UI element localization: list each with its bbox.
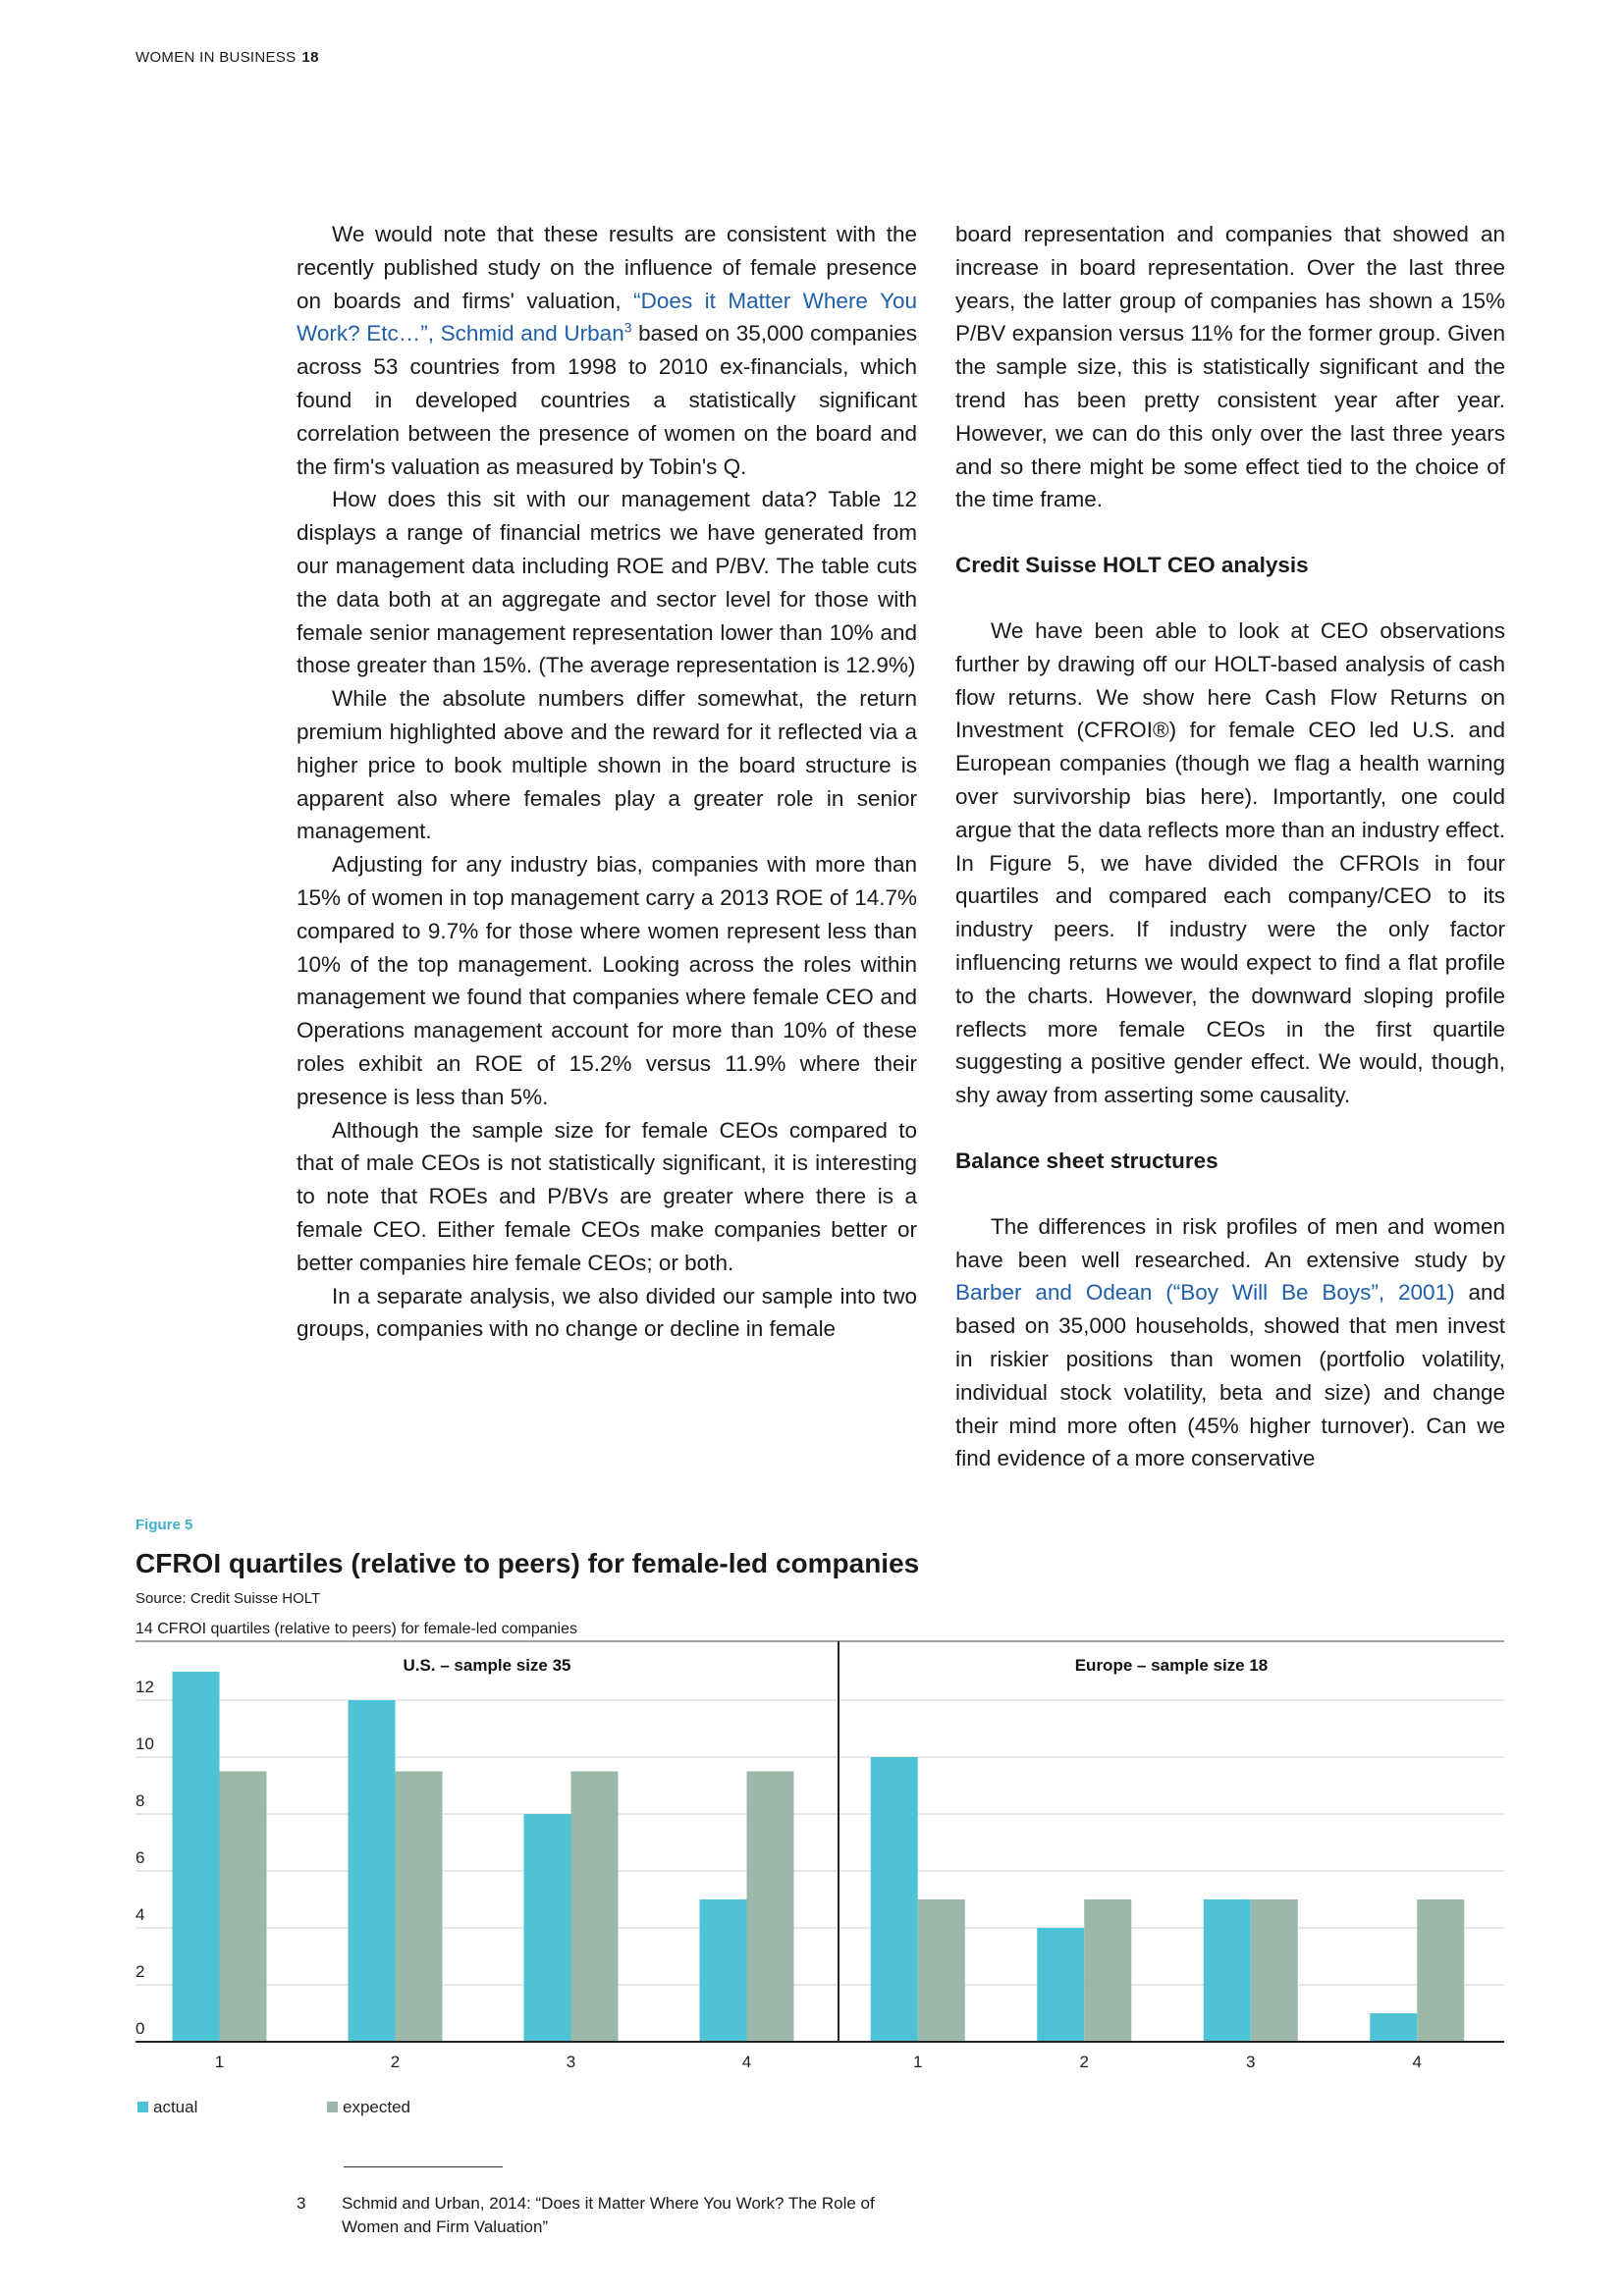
legend-label-actual: actual [153, 2098, 198, 2116]
x-tick-label: 2 [1079, 2053, 1089, 2071]
paragraph: In a separate analysis, we also divided our sample into two groups, companies with no change or decline in female [297, 1283, 917, 1342]
bar-actual [524, 1814, 571, 2042]
section-heading: Credit Suisse HOLT CEO analysis [955, 553, 1309, 578]
paragraph: We have been able to look at CEO observations further by drawing off our HOLT-based analysis of cash flow returns. We show here Cash Flow Returns on Investment (CFROI®) for female CEO led U.S. and European companies (though we flag a health warning over survivorship bias here). Importantly, one could argue that the data reflects more than an industry effect. In Figure 5, we have divided the CFROIs in four quartiles and compared each company/CEO to its industry peers. If industry were the only factor influencing returns we would expect to find a flat profile to the charts. However, the downward sloping profile reflects more female CEOs in the first quartile suggesting a positive gender effect. We would, though, shy away from asserting some causality. [955, 617, 1505, 1108]
x-tick-label: 4 [741, 2053, 752, 2071]
y-tick-label: 2 [135, 1962, 145, 1981]
citation-link-barber-odean[interactable]: Barber and Odean (“Boy Will Be Boys”, 2001) [955, 1280, 1455, 1306]
figure-title: CFROI quartiles (relative to peers) for female-led companies [135, 1548, 920, 1578]
y-tick-label: 12 [135, 1678, 154, 1696]
bar-actual [700, 1899, 747, 2042]
bar-expected [220, 1772, 267, 2043]
page-number: 18 [301, 49, 319, 66]
bar-expected [1417, 1899, 1464, 2042]
footnote-number: 3 [297, 2194, 306, 2213]
citation-link-schmid-urban[interactable]: “Does it Matter Where You Work? Etc…”, Schmid and Urban [297, 288, 917, 347]
legend-label-expected: expected [343, 2098, 410, 2116]
figure-label: Figure 5 [135, 1517, 193, 1533]
bar-expected [571, 1772, 619, 2043]
panel-title: Europe – sample size 18 [1074, 1656, 1269, 1675]
figure-subtitle: 14 CFROI quartiles (relative to peers) for female-led companies [135, 1621, 577, 1637]
bar-actual [349, 1700, 396, 2042]
paragraph-text: and based on 35,000 households, showed that men invest in riskier positions than women (portfolio volatility, individual stock volatility, beta and size) and change their mind more often (45% higher turnover). Can we find evidence of a more conservative [955, 1280, 1505, 1471]
y-tick-label: 8 [135, 1791, 145, 1810]
legend-swatch-actual [137, 2102, 148, 2112]
x-tick-label: 4 [1412, 2053, 1422, 2071]
paragraph-text: based on 35,000 companies across 53 countries from 1998 to 2010 ex-financials, which found in developed countries a statistically significant correlation between the presence of women on the board and the firm's valuation as measured by Tobin's Q. [297, 321, 917, 479]
paragraph: Adjusting for any industry bias, companies with more than 15% of women in top management carry a 2013 ROE of 14.7% compared to 9.7% for those where women represent less than 10% of the top management. Looking across the roles within management we found that companies where female CEO and Operations management account for more than 10% of these roles exhibit an ROE of 15.2% versus 11.9% where their presence is less than 5%. [297, 852, 917, 1109]
paragraph-text: The differences in risk profiles of men and women have been well researched. An extensive study by [955, 1213, 1505, 1272]
x-tick-label: 3 [1246, 2053, 1256, 2071]
bar-actual [1204, 1899, 1251, 2042]
footnote-marker[interactable]: 3 [623, 319, 632, 336]
footnote-text: Schmid and Urban, 2014: “Does it Matter Where You Work? The Role of Women and Firm Valuation” [342, 2194, 875, 2236]
y-tick-label: 4 [135, 1905, 145, 1924]
x-tick-label: 3 [566, 2053, 576, 2071]
paragraph: How does this sit with our management data? Table 12 displays a range of financial metrics we have generated from our management data including ROE and P/BV. The table cuts the data both at an aggregate and sector level for those with female senior management representation lower than 10% and those greater than 15%. (The average representation is 12.9%) [297, 487, 917, 678]
bar-expected [1251, 1899, 1298, 2042]
panel-title: U.S. – sample size 35 [403, 1656, 571, 1675]
x-tick-label: 1 [214, 2053, 225, 2071]
bar-expected [396, 1772, 443, 2043]
paragraph: Although the sample size for female CEOs compared to that of male CEOs is not statistically significant, it is interesting to note that ROEs and P/BVs are greater where there is a female CEO. Either female CEOs make companies better or better companies hire female CEOs; or both. [297, 1117, 917, 1275]
y-tick-label: 6 [135, 1848, 145, 1867]
bar-actual [871, 1757, 918, 2042]
paragraph: While the absolute numbers differ somewhat, the return premium highlighted above and the reward for it reflected via a higher price to book multiple shown in the board structure is apparent also where females play a greater role in senior management. [297, 686, 917, 844]
paragraph-text: We would note that these results are consistent with the recently published study on the influence of female presence on boards and firms' valuation, [297, 222, 917, 313]
bar-actual [173, 1672, 220, 2042]
footnote-rule [344, 2166, 503, 2167]
bar-actual [1370, 2013, 1417, 2042]
paragraph: board representation and companies that showed an increase in board representation. Over the last three years, the latter group of companies has shown a 15% P/BV expansion versus 11% for the former group. Given the sample size, this is statistically significant and the trend has been pretty consistent year after year. However, we can do this only over the last three years and so there might be some effect tied to the choice of the time frame. [955, 222, 1505, 512]
bar-expected [747, 1772, 794, 2043]
y-tick-label: 0 [135, 2019, 145, 2038]
bar-expected [1084, 1899, 1131, 2042]
section-heading: Balance sheet structures [955, 1148, 1218, 1173]
x-tick-label: 2 [390, 2053, 401, 2071]
header-section: WOMEN IN BUSINESS [135, 49, 297, 66]
figure-source: Source: Credit Suisse HOLT [135, 1590, 321, 1607]
x-tick-label: 1 [913, 2053, 923, 2071]
bar-expected [918, 1899, 965, 2042]
y-tick-label: 10 [135, 1735, 154, 1753]
legend-swatch-expected [327, 2102, 338, 2112]
bar-actual [1037, 1928, 1084, 2042]
